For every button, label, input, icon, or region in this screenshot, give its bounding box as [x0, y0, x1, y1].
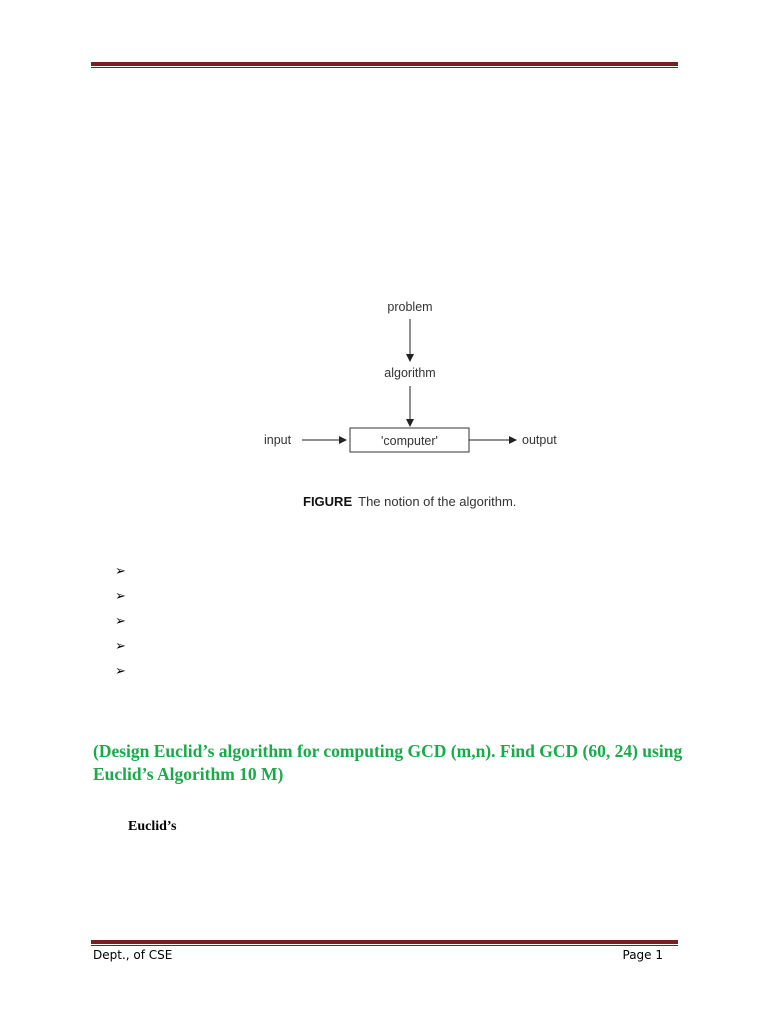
bullet-marker: ➢ — [115, 589, 126, 604]
footer-department: Dept., of CSE — [93, 948, 173, 962]
footer-rule — [91, 940, 678, 946]
footer-page-number: Page 1 — [622, 948, 663, 962]
bullet-marker: ➢ — [115, 614, 126, 629]
figure-problem-label: problem — [387, 300, 433, 314]
header-rule — [91, 62, 678, 68]
figure-computer-label: 'computer' — [381, 434, 438, 448]
figure-caption — [303, 494, 516, 509]
figure-algorithm-label: algorithm — [384, 366, 436, 380]
bullet-list — [115, 562, 126, 687]
figure-input-label: input — [264, 433, 292, 447]
figure-caption-text: The notion of the algorithm. — [358, 494, 517, 509]
bullet-marker: ➢ — [115, 564, 126, 579]
bullet-marker: ➢ — [115, 664, 126, 679]
question-heading: (Design Euclid’s algorithm for computing GCD (m,n). Find GCD (60, 24) using Euclid’s Algorithm 10 M) — [93, 741, 683, 784]
figure-caption-label: FIGURE — [303, 494, 353, 509]
bullet-marker: ➢ — [115, 639, 126, 654]
euclid-label: Euclid’s — [128, 819, 177, 834]
algorithm-notion-figure — [240, 290, 580, 520]
figure-output-label: output — [522, 433, 557, 447]
